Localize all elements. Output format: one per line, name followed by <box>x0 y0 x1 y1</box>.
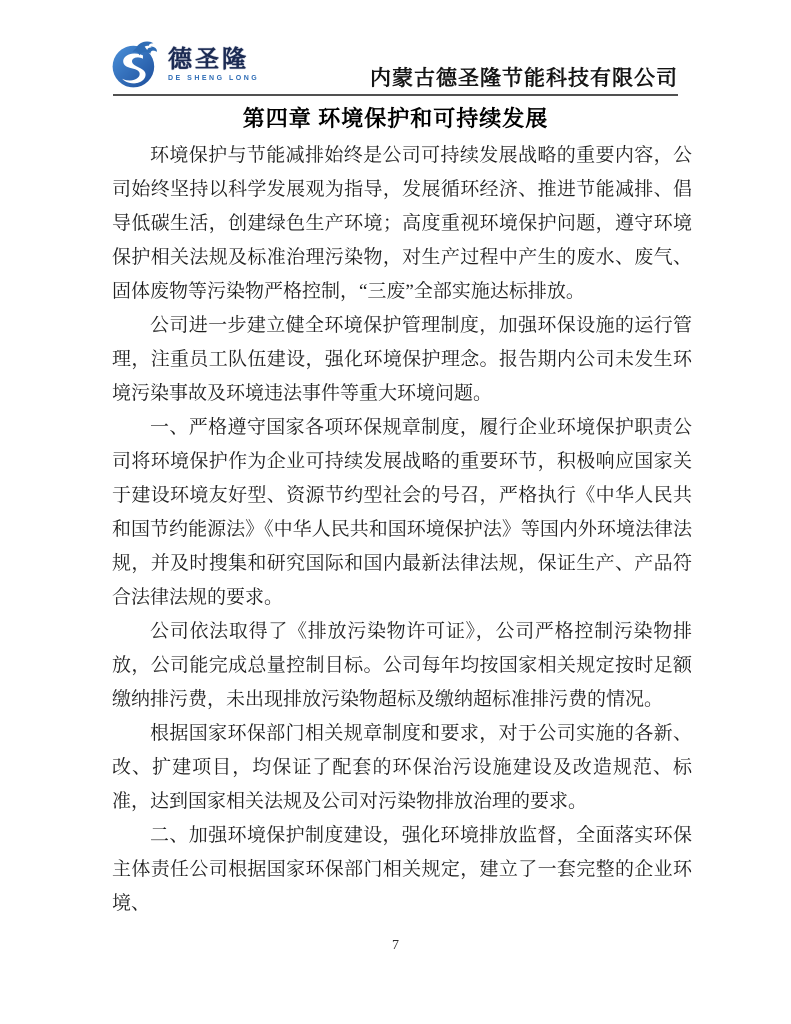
paragraph-permit: 公司依法取得了《排放污染物许可证》，公司严格控制污染物排放，公司能完成总量控制目标。公司每年均按国家相关规定按时足额缴纳排污费，未出现排放污染物超标及缴纳超标准排污费的情况。 <box>112 621 692 710</box>
paragraph-projects: 根据国家环保部门相关规章制度和要求，对于公司实施的各新、改、扩建项目，均保证了配套的环保治污设施建设及改造规范、标准，达到国家相关法规及公司对污染物排放治理的要求。 <box>112 723 692 812</box>
company-logo <box>110 38 259 90</box>
paragraph-section-one: 一、严格遵守国家各项环保规章制度，履行企业环境保护职责公司将环境保护作为企业可持续发展战略的重要环节，积极响应国家关于建设环境友好型、资源节约型社会的号召，严格执行《中华人民共和国节约能源法》《中华人民共和国环境保护法》等国内外环境法律法规，并及时搜集和研究国际和国内最新法律法规，保证生产、产品符合法律法规的要求。 <box>112 417 692 608</box>
company-name: 内蒙古德圣隆节能科技有限公司 <box>370 66 678 90</box>
logo-english-name: DE SHENG LONG <box>168 75 260 82</box>
page-number: 7 <box>392 938 399 953</box>
logo-chinese-name: 德圣隆 <box>168 46 249 73</box>
paragraph-intro: 环境保护与节能减排始终是公司可持续发展战略的重要内容，公司始终坚持以科学发展观为指导，发展循环经济、推进节能减排、倡导低碳生活，创建绿色生产环境；高度重视环境保护问题，遵守环境保护相关法规及标准治理污染物，对生产过程中产生的废水、废气、固体废物等污染物严格控制，“三废”全部实施达标排放。 <box>112 145 692 302</box>
paragraph-section-two: 二、加强环境保护制度建设，强化环境排放监督，全面落实环保主体责任公司根据国家环保部门相关规定，建立了一套完整的企业环境、 <box>112 825 692 914</box>
logo-wordmark <box>168 48 259 82</box>
document-body <box>112 139 692 921</box>
header-divider <box>113 94 678 96</box>
paragraph-management: 公司进一步建立健全环境保护管理制度，加强环保设施的运行管理，注重员工队伍建设，强化环境保护理念。报告期内公司未发生环境污染事故及环境违法事件等重大环境问题。 <box>112 315 692 404</box>
dragon-s-logo-icon <box>110 38 162 90</box>
chapter-title: 第四章 环境保护和可持续发展 <box>242 106 549 131</box>
